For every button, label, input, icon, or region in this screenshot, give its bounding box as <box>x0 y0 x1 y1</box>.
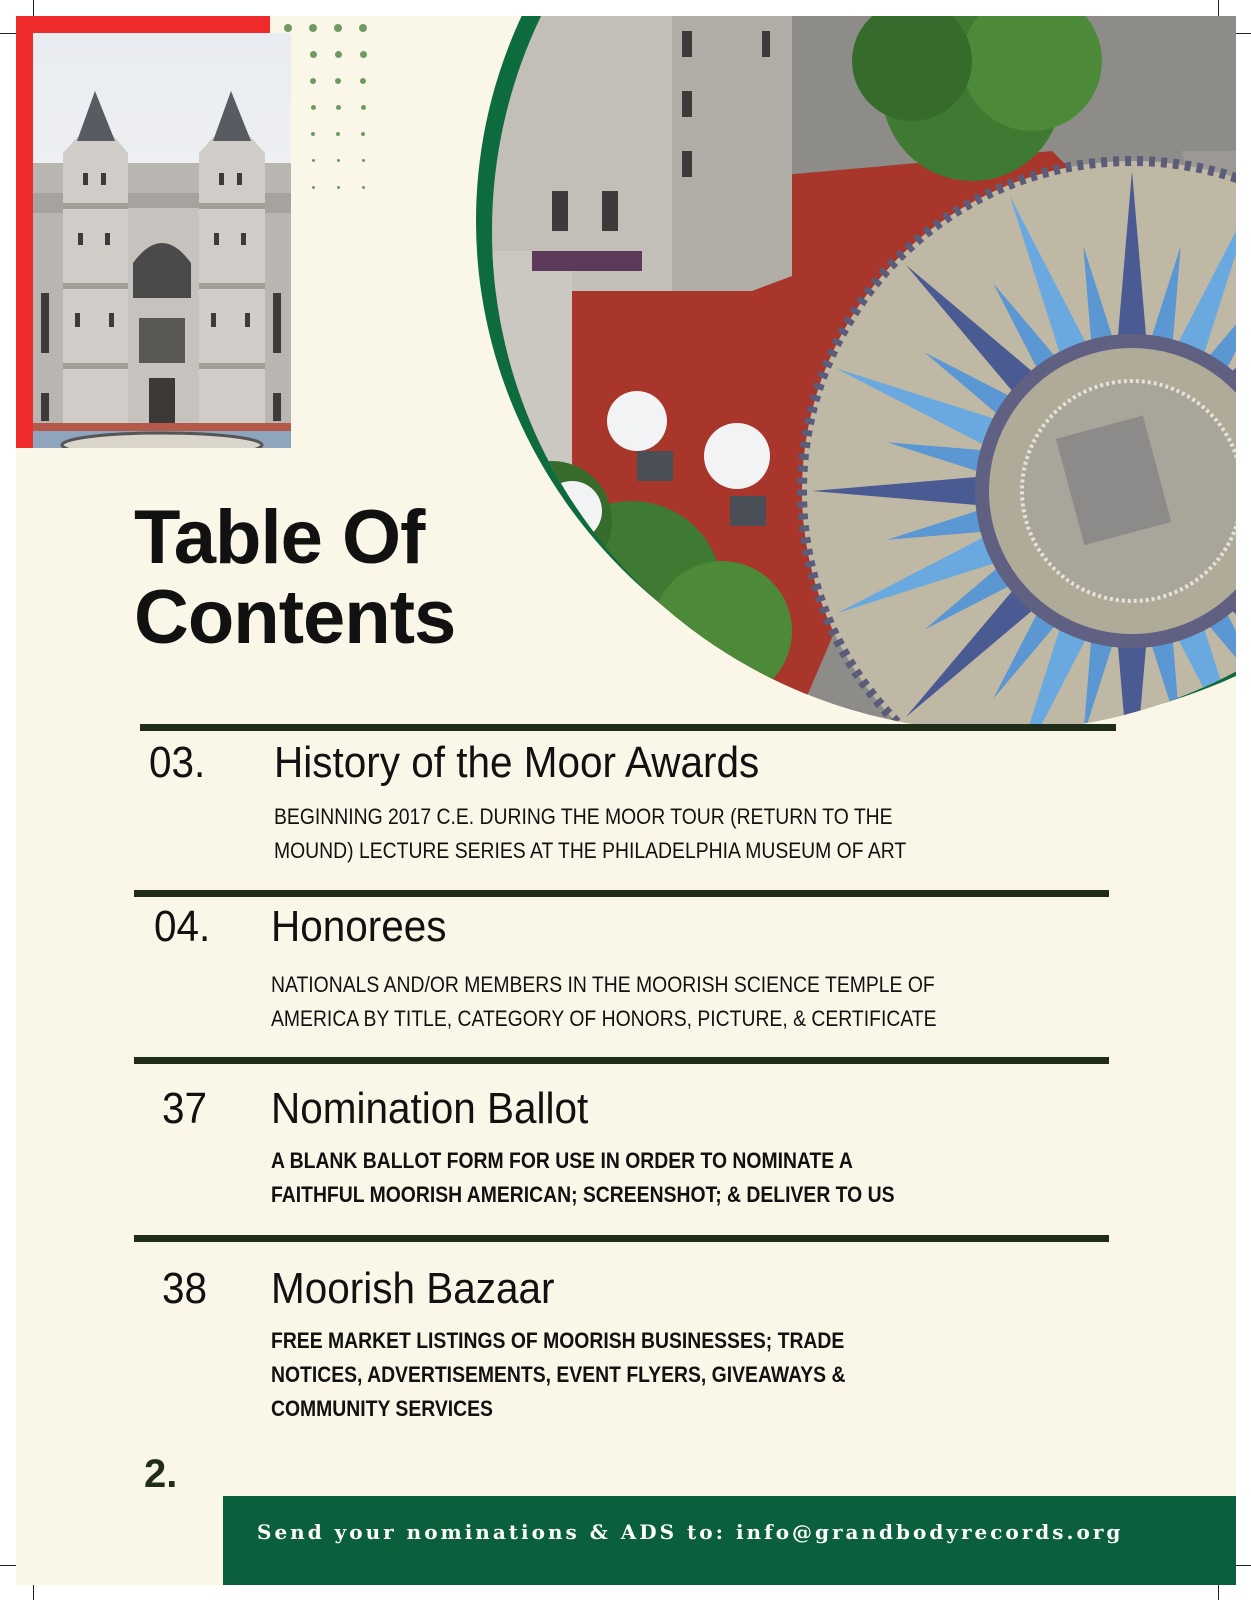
crop-mark <box>33 1585 34 1600</box>
decorative-dot <box>361 105 366 110</box>
decorative-dot <box>309 24 317 32</box>
decorative-dot <box>336 105 341 110</box>
crop-mark <box>0 33 16 34</box>
toc-entry-page-number: 03. <box>149 738 206 787</box>
crop-mark <box>33 0 34 16</box>
decorative-dot <box>361 132 365 136</box>
page-title <box>134 495 456 660</box>
aerial-plaza-compass-image <box>492 16 1236 731</box>
decorative-dot <box>311 105 316 110</box>
toc-entry-description: AMERICA BY TITLE, CATEGORY OF HONORS, PICTURE, & CERTIFICATE <box>271 1006 937 1031</box>
crop-mark <box>0 1565 16 1566</box>
decorative-dot <box>284 24 292 32</box>
toc-entry-page-number: 04. <box>154 902 211 951</box>
toc-entry-title[interactable]: History of the Moor Awards <box>274 738 760 787</box>
city-hall-building-image <box>33 33 291 448</box>
accent-bar-left <box>16 16 33 448</box>
toc-entry-description: FAITHFUL MOORISH AMERICAN; SCREENSHOT; & DELIVER TO US <box>271 1182 895 1207</box>
toc-entry-description: NATIONALS AND/OR MEMBERS IN THE MOORISH SCIENCE TEMPLE OF <box>271 972 935 997</box>
section-divider <box>140 724 1116 731</box>
decorative-dot <box>312 186 315 189</box>
decorative-dot <box>362 159 365 162</box>
toc-entry-page-number: 37 <box>162 1084 208 1133</box>
decorative-dot <box>360 51 367 58</box>
page-title-line-2: Contents <box>134 575 456 660</box>
decorative-dot <box>362 186 365 189</box>
decorative-dot <box>360 78 366 84</box>
decorative-dot <box>310 78 316 84</box>
footer-contact-banner <box>223 1496 1236 1585</box>
toc-entry-description: NOTICES, ADVERTISEMENTS, EVENT FLYERS, GIVEAWAYS & <box>271 1362 846 1387</box>
accent-bar-top <box>16 16 270 33</box>
crop-mark <box>1236 33 1251 34</box>
decorative-dot <box>335 51 342 58</box>
crop-mark <box>1218 1585 1219 1600</box>
page-title-line-1: Table Of <box>134 495 425 580</box>
toc-entry-page-number: 38 <box>162 1264 208 1313</box>
toc-entry-description: A BLANK BALLOT FORM FOR USE IN ORDER TO NOMINATE A <box>271 1148 853 1173</box>
section-divider <box>134 1235 1109 1242</box>
decorative-dot <box>359 24 367 32</box>
toc-page <box>16 16 1236 1585</box>
crop-mark <box>1218 0 1219 16</box>
toc-entry-title[interactable]: Honorees <box>271 902 447 951</box>
decorative-dot <box>311 132 315 136</box>
page-number: 2. <box>144 1452 178 1496</box>
toc-entry-description: FREE MARKET LISTINGS OF MOORISH BUSINESSES; TRADE <box>271 1328 845 1353</box>
section-divider <box>134 1057 1109 1064</box>
decorative-dot-grid <box>278 16 368 186</box>
decorative-dot <box>312 159 315 162</box>
building-photo <box>33 33 291 448</box>
toc-entry-title[interactable]: Nomination Ballot <box>271 1084 589 1133</box>
toc-entry-description: BEGINNING 2017 C.E. DURING THE MOOR TOUR (RETURN TO THE <box>274 804 893 829</box>
decorative-dot <box>337 186 340 189</box>
decorative-dot <box>335 78 341 84</box>
decorative-dot <box>334 24 342 32</box>
toc-entry-description: COMMUNITY SERVICES <box>271 1396 493 1421</box>
toc-entry-description: MOUND) LECTURE SERIES AT THE PHILADELPHIA MUSEUM OF ART <box>274 838 907 863</box>
section-divider <box>134 890 1109 897</box>
decorative-dot <box>310 51 317 58</box>
decorative-dot <box>336 132 340 136</box>
footer-contact-text[interactable]: Send your nominations & ADS to: info@grandbodyrecords.org <box>257 1520 1124 1544</box>
crop-mark <box>1236 1565 1251 1566</box>
aerial-plaza-photo <box>492 16 1236 731</box>
toc-entry-title[interactable]: Moorish Bazaar <box>271 1264 555 1313</box>
decorative-dot <box>337 159 340 162</box>
